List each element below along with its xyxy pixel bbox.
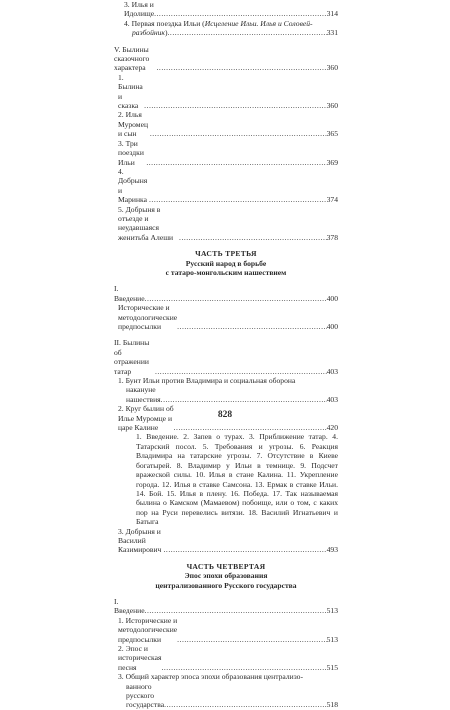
toc-entry [114, 19, 338, 38]
toc-entry: 2. Илья Муромец и сын ..... 365 [114, 110, 338, 138]
toc-page-number: 403 [326, 394, 338, 404]
toc-entry: 4. Добрыня и Маринка ..... 374 [114, 167, 338, 205]
toc-entry-italic: Исцеление Ильи. Илья и Соловей- [204, 18, 313, 28]
toc-section-heading: V. Былины сказочного характера ..... 360 [114, 45, 338, 73]
leader-dots [155, 367, 327, 376]
toc-entry: 3. Три поездки Ильи ..... 369 [114, 139, 338, 167]
toc-entry-label: ванного русского государства [126, 681, 165, 710]
toc-entry-label: ) [165, 28, 168, 38]
leader-dots [177, 635, 326, 644]
toc-entry: 2. Круг былин об Илье Муромце и царе Калине ..... 420 [114, 404, 338, 432]
leader-dots [146, 158, 326, 167]
toc-page-number: 331 [326, 28, 338, 38]
toc-page-number: 403 [326, 366, 338, 376]
toc-section-heading: I. Введение ..... 400 [114, 284, 338, 303]
toc-entry-label: 4. Первая поездка Ильи ( [124, 18, 205, 28]
toc-entry: 2. Эпос и историческая песня ..... 515 [114, 644, 338, 672]
toc-page-number: 513 [326, 634, 338, 644]
leader-dots [177, 322, 326, 331]
toc-page-number: 360 [326, 101, 338, 111]
part-heading [114, 249, 338, 277]
table-of-contents [114, 0, 338, 710]
toc-entry-label: накануне нашествия [126, 385, 161, 404]
toc-page-number: 314 [326, 9, 338, 19]
toc-entry: Исторические и методологические предпосылки ..... 400 [114, 303, 338, 331]
toc-page-number: 365 [326, 129, 338, 139]
leader-dots [179, 233, 327, 242]
toc-subsection-paragraph: 1. Введение. 2. Запев о турах. 3. Приближение татар. 4. Татарский посол. 5. Требования и угрозы. 6. Реакция Владимира на татарские угрозы. 7. Отсутствие в Киеве богатырей. 8. Владимир у Ильи в темнице. 9. Подсчет вражеской силы. 10. Илья в стане Калина. 11. Укрепление города. 12. Илья в ставке Самсона. 13. Ермак в ставке Ильи. 14. Бой. 15. Илья в плену. 16. Победа. 17. Так называемая былина о Камском (Мамаевом) побоище, или о том, с каких пор на Руси перевелись витязи. 18. Василий Игнатьевич и Батыга [136, 432, 338, 527]
leader-dots [162, 663, 327, 672]
toc-entry [114, 672, 338, 710]
toc-page-number: 378 [326, 232, 338, 242]
leader-dots [161, 395, 327, 404]
toc-page-number: 513 [326, 606, 338, 616]
toc-entry: 3. Добрыня и Василий Казимирович ..... 493 [114, 527, 338, 555]
leader-dots [157, 63, 327, 72]
leader-dots [149, 195, 327, 204]
toc-page-number: 515 [326, 662, 338, 672]
leader-dots [150, 129, 327, 138]
toc-page-number: 374 [326, 195, 338, 205]
toc-page-number: 369 [326, 157, 338, 167]
leader-dots [154, 9, 326, 18]
part-title: Русский народ в борьбе [185, 258, 267, 268]
toc-entry-label: 3. Общий характер эпоса эпохи образования централизо- [118, 672, 303, 682]
toc-page-number: 400 [326, 322, 338, 331]
part-title: Эпос эпохи образования [184, 571, 268, 581]
toc-entry-label: 3. Илья и Идолище [124, 0, 156, 19]
leader-dots [144, 101, 326, 110]
part-title: с татаро-монгольским нашествием [165, 267, 287, 277]
part-heading [114, 562, 338, 590]
toc-entry-italic: разбойник [132, 28, 165, 38]
toc-section-heading: II. Былины об отражении татар ..... 403 [114, 338, 338, 376]
part-title: централизованного Русского государства [155, 580, 297, 590]
leader-dots [145, 606, 327, 615]
toc-entry-label: 1. Бунт Ильи против Владимира и социальная оборона [118, 376, 296, 386]
toc-entry [114, 376, 338, 404]
toc-entry: 1. Исторические и методологические предпосылки ..... 513 [114, 616, 338, 644]
part-label: ЧАСТЬ ЧЕТВЕРТАЯ [186, 561, 266, 571]
page-number: 828 [217, 410, 233, 420]
toc-section-heading: I. Введение ..... 513 [114, 597, 338, 616]
leader-dots [174, 423, 327, 432]
leader-dots [164, 700, 327, 709]
toc-page-number: 360 [326, 63, 338, 73]
toc-page-number: 493 [326, 545, 338, 555]
toc-page-number: 518 [326, 700, 338, 710]
part-label: ЧАСТЬ ТРЕТЬЯ [195, 249, 257, 259]
toc-entry: 5. Добрыня в отъезде и неудавшаяся женитьба Алеши ..... 378 [114, 205, 338, 243]
leader-dots [168, 28, 327, 37]
leader-dots [145, 294, 327, 303]
leader-dots [164, 545, 327, 554]
toc-page-number: 420 [326, 423, 338, 433]
toc-entry: 1. Былина и сказка ..... 360 [114, 73, 338, 111]
toc-entry [114, 0, 338, 19]
toc-page-number: 400 [326, 293, 338, 303]
